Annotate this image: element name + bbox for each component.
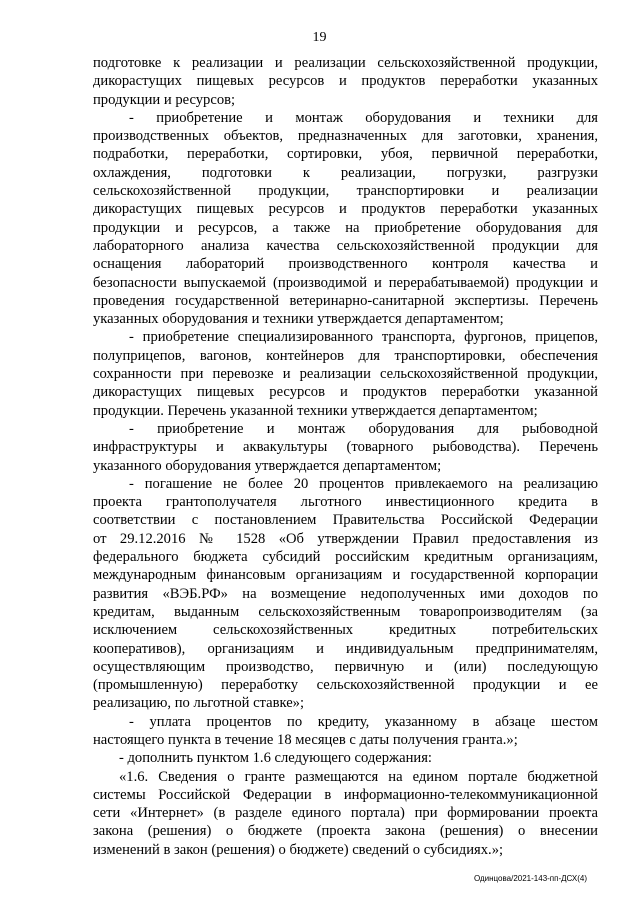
text-line: кредитам, выданным сельскохозяйственным товаропроизводителям (за: [93, 603, 598, 620]
text-line: системы Российской Федерации в информационно-телекоммуникационной: [93, 786, 598, 803]
text-line: настоящего пункта в течение 18 месяцев с даты получения гранта.»;: [93, 731, 518, 748]
text-line: указанных оборудования и техники утверждается департаментом;: [93, 311, 504, 328]
text-line: от 29.12.2016 № 1528 «Об утверждении Правил предоставления из: [93, 530, 598, 547]
text-line: реализацию, по льготной ставке»;: [93, 695, 305, 712]
text-line: подработки, переработки, сортировки, убоя, первичной переработки,: [93, 146, 598, 163]
text-line: - погашение не более 20 процентов привлекаемого на реализацию: [129, 475, 598, 492]
text-line: проведения государственной ветеринарно-санитарной экспертизы. Перечень: [93, 292, 598, 309]
text-line: охлаждения, подготовки к реализации, погрузки, разгрузки: [93, 164, 598, 181]
text-line: указанного оборудования утверждается департаментом;: [93, 457, 442, 474]
text-line: «1.6. Сведения о гранте размещаются на едином портале бюджетной: [119, 768, 598, 785]
text-line: дикорастущих пищевых ресурсов и продуктов переработки указанной: [93, 384, 598, 401]
footer-reference: Одинцова/2021-143-пп-ДСХ(4): [473, 874, 587, 883]
text-line: подготовке к реализации и реализации сельскохозяйственной продукции,: [93, 55, 598, 71]
text-line: кооперативов), организациям и индивидуальным предпринимателям,: [93, 640, 598, 657]
text-line: - приобретение и монтаж оборудования и техники для: [129, 109, 598, 126]
text-line: проекта грантополучателя льготного инвестиционного кредита в: [93, 494, 598, 511]
text-line: - дополнить пунктом 1.6 следующего содержания:: [119, 750, 432, 767]
text-line: безопасности выпускаемой (производимой и перерабатываемой) продукции и: [93, 274, 598, 291]
text-line: оснащения лабораторий производственного контроля качества и: [93, 256, 598, 273]
text-line: сельскохозяйственной продукции, транспортировки и реализации: [93, 183, 598, 200]
text-line: исключением сельскохозяйственных кредитных потребительских: [93, 622, 598, 639]
text-line: закона (решения) о бюджете (проекта закона (решения) о внесении: [93, 823, 598, 840]
text-line: инфраструктуры и аквакультуры (товарного рыбоводства). Перечень: [93, 439, 598, 456]
text-line: - уплата процентов по кредиту, указанному в абзаце шестом: [129, 713, 598, 730]
text-line: производственных объектов, предназначенных для заготовки, хранения,: [93, 128, 598, 145]
text-line: продукции и ресурсов;: [93, 91, 236, 108]
text-line: полуприцепов, вагонов, контейнеров для транспортировки, обеспечения: [93, 347, 598, 364]
document-body: [93, 54, 598, 859]
text-line: - приобретение специализированного транспорта, фургонов, прицепов,: [129, 329, 598, 346]
text-line: федерального бюджета субсидий российским кредитным организациям,: [93, 549, 598, 566]
text-line: дикорастущих пищевых ресурсов и продуктов переработки указанных: [93, 201, 598, 218]
page-number: 19: [312, 30, 327, 45]
text-line: - приобретение и монтаж оборудования для рыбоводной: [129, 420, 598, 437]
text-line: сети «Интернет» (в разделе единого портала) при формировании проекта: [93, 805, 598, 822]
text-line: лабораторного анализа качества сельскохозяйственной продукции для: [93, 237, 598, 254]
text-line: (промышленную) переработку сельскохозяйственной продукции и ее: [93, 677, 598, 694]
text-line: осуществляющим производство, первичную и (или) последующую: [93, 658, 598, 675]
text-line: развития «ВЭБ.РФ» на возмещение недополученных ими доходов по: [93, 585, 598, 602]
text-line: сохранности при перевозке и реализации сельскохозяйственной продукции,: [93, 366, 598, 383]
text-line: соответствии с постановлением Правительства Российской Федерации: [93, 512, 598, 529]
text-line: международным финансовым организациям и государственной корпорации: [93, 567, 598, 584]
text-line: продукции. Перечень указанной техники утверждается департаментом;: [93, 402, 538, 419]
text-line: изменений в закон (решения) о бюджете) сведений о субсидиях.»;: [93, 841, 504, 858]
text-line: дикорастущих пищевых ресурсов и продуктов переработки указанных: [93, 73, 598, 90]
text-line: продукции и ресурсов, а также на приобретение оборудования для: [93, 219, 598, 236]
